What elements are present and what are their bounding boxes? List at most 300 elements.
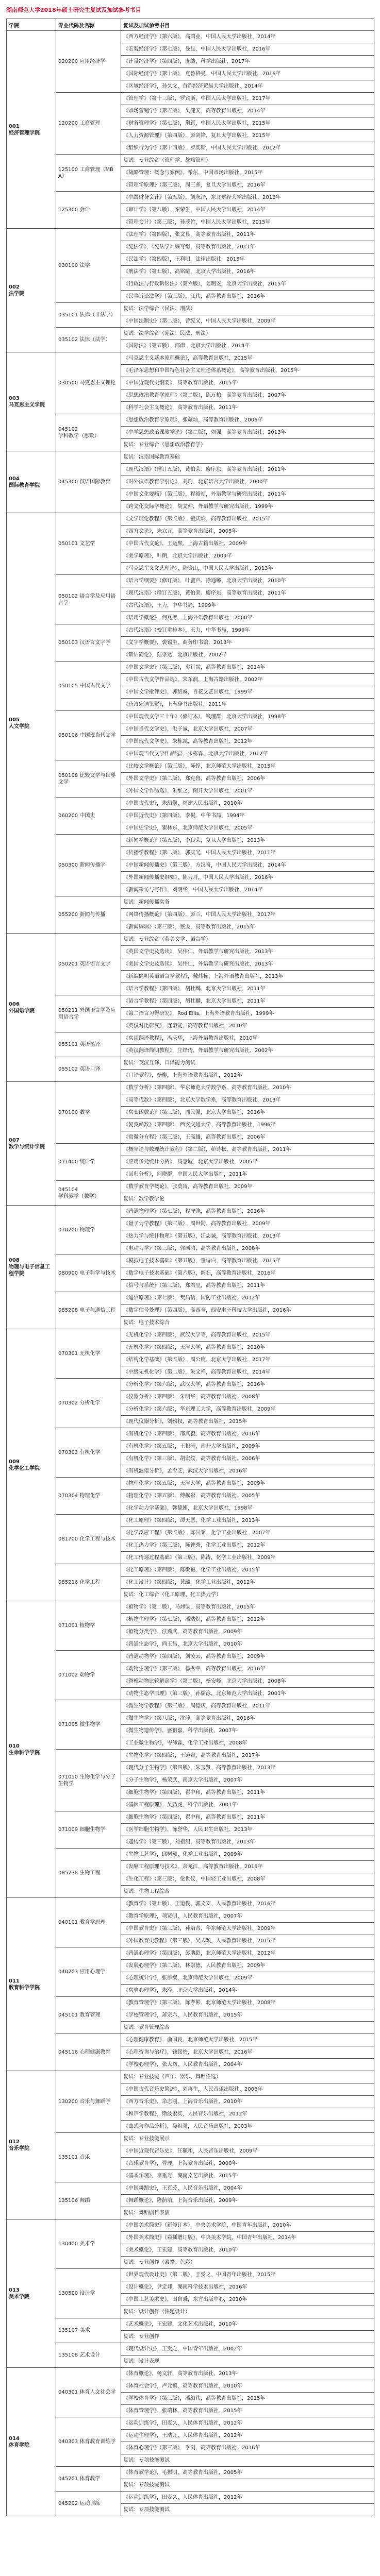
reference-item: 《口译教程》，杨柳，上海外语教育出版社，2012年 — [121, 1070, 374, 1082]
major-code: 040301 — [58, 2389, 78, 2395]
reference-item: 《运动生理学》，王瑞元，人民体育出版社，2012年 — [121, 2430, 374, 2442]
college-name: 生命科学学院 — [9, 1750, 40, 1756]
reference-item: 《曲式与作品分析》，吴祖强，人民音乐出版社，2003年 — [121, 2121, 374, 2133]
reference-item: 《无机化学》（第四版），天津大学，高等教育出版社，2010年 — [121, 1342, 374, 1354]
reference-item: 《生物工艺学》，邱树毅，化学工业出版社，2009年 — [121, 1849, 374, 1861]
reference-item: 《民事诉讼法学》（第三版），江伟，高等教育出版社，2016年 — [121, 291, 374, 303]
major-cell — [56, 1651, 121, 1700]
major-code: 071010 — [58, 1774, 78, 1780]
major-code: 045104 — [58, 1187, 78, 1193]
major-code: 050105 — [58, 683, 78, 689]
major-cell — [56, 2182, 121, 2219]
major-name: 数学 — [79, 1110, 90, 1115]
college-cell — [7, 229, 56, 352]
major-name: 化学工程 — [79, 1580, 101, 1585]
reference-item: 《数学分析》（第四版），华东师范大学数学系，高等教育出版社，2010年 — [121, 1082, 374, 1094]
major-code: 030500 — [58, 380, 78, 386]
major-cell — [56, 1750, 121, 1811]
major-code: 070302 — [58, 1400, 78, 1406]
reference-item: 《中国新闻传播史》（第三版），方汉奇，中国人民大学出版社，2014年 — [121, 859, 374, 872]
major-name: 新闻与传播 — [79, 912, 106, 918]
major-cell — [56, 1428, 121, 1478]
table-row — [7, 1997, 374, 2009]
major-code: 050201 — [58, 961, 78, 967]
header-college: 学院 — [7, 19, 56, 31]
major-name: 语言学及应用语言学 — [58, 593, 116, 606]
major-name: 比较文学与世界文学 — [58, 772, 116, 785]
reference-item: 《外国美术简史》（彩插增订版），中央美术学院，中国青年出版社，2014年 — [121, 2232, 374, 2244]
major-name: 法律（法学） — [79, 337, 111, 343]
table-header-row — [7, 19, 374, 31]
major-code: 045116 — [58, 2049, 78, 2055]
header-references: 复试及加试参考书目 — [121, 19, 374, 31]
major-code: 085216 — [58, 1580, 78, 1585]
reference-item: 《物理化学》（第五版），傅献彩，高等教育出版社，2005年 — [121, 1490, 374, 1502]
major-name: 马克思主义理论 — [79, 380, 116, 386]
major-cell — [56, 1849, 121, 1898]
document-title: 湖南师范大学2018年硕士研究生复试及加试参考书目 — [6, 7, 141, 13]
reference-item: 《遗传学》（第三版），刘祖洞，高等教育出版社，2013年 — [121, 1836, 374, 1849]
major-name: 教育管理 — [79, 2012, 101, 2018]
table-row — [7, 2368, 374, 2380]
reference-item: 《心理统计学》，张厚粲，北京师范大学出版社，2009年 — [121, 1972, 374, 1985]
reference-item: 《现代汉语》（增订五版），黄伯荣、廖序东，高等教育出版社，2011年 — [121, 464, 374, 476]
major-cell — [56, 624, 121, 662]
major-code: 050300 — [58, 862, 78, 868]
reference-item: 《国际经济学》（第十版），克鲁格曼，中国人民大学出版社，2016年 — [121, 68, 374, 80]
table-row — [7, 934, 374, 946]
table-row — [7, 1898, 374, 1910]
major-cell — [56, 1082, 121, 1144]
major-code: 135101 — [58, 2155, 78, 2160]
reference-item: 《中国现代文学史》，朱栋霖，高等教育出版社，2012年 — [121, 736, 374, 748]
reference-table-body — [7, 31, 374, 2516]
reference-item: 《中学思想政治课教学论》（第二版），刘强，高等教育出版社，2013年 — [121, 427, 374, 439]
reference-item: 《民法学》（第四版），王利明，法律出版社，2015年 — [121, 253, 374, 266]
major-code: 071009 — [58, 1827, 78, 1833]
college-code: 010 — [9, 1743, 20, 1749]
reference-item: 《国际法》（第五版），邵津，北京大学出版社，2014年 — [121, 340, 374, 352]
reference-item: 《体育管理学》，张瑞林，高等教育出版社，2015年 — [121, 2405, 374, 2417]
reference-item: 《普通物理学》（第七版），程守洙，高等教育出版社，2016年 — [121, 1206, 374, 1218]
college-name: 国际教育学院 — [9, 482, 40, 488]
college-code: 014 — [9, 2435, 20, 2442]
college-code: 002 — [9, 284, 20, 290]
major-code: 071002 — [58, 1672, 78, 1678]
major-code: 130200 — [58, 2099, 78, 2105]
reference-item: 《第二语言习得研究》，Rod Ellis，上海外语教育出版社，1999年 — [121, 1008, 374, 1020]
college-code: 003 — [9, 395, 20, 401]
college-cell — [7, 2071, 56, 2219]
reference-item: 《化工传递过程基础》（第三版），陈涛，化学工业出版社，2009年 — [121, 1552, 374, 1564]
college-code: 009 — [9, 1459, 20, 1465]
table-row — [7, 1428, 374, 1440]
major-name: 学科教学（数学） — [58, 1193, 100, 1199]
major-code: 070200 — [58, 1227, 78, 1233]
major-name: 教育学原理 — [79, 1920, 106, 1925]
reference-item: 复试：专业综合（管理学、战略管理） — [121, 155, 374, 167]
reference-item: 《外国新闻传播史纲要》，陈力丹，中国人民大学出版社，2016年 — [121, 872, 374, 884]
table-row — [7, 2133, 374, 2145]
reference-item: 《心理健康教育》，俞国良，北京师范大学出版社，2015年 — [121, 2034, 374, 2046]
major-name: 应用心理学 — [79, 1969, 106, 1975]
reference-item: 复试：专项技能测试 — [121, 2454, 374, 2467]
reference-item: 《跨文化交际学概论》，胡文仲，外语教学与研究出版社，1999年 — [121, 501, 374, 513]
major-cell — [56, 760, 121, 798]
table-row — [7, 1206, 374, 1218]
table-row — [7, 2034, 374, 2046]
reference-item: 复试：专业综合（思想政治教育学） — [121, 439, 374, 451]
table-row — [7, 1379, 374, 1391]
reference-item: 《中国法制史》（第二版），曾宪义，中国人民大学出版社，2009年 — [121, 315, 374, 328]
major-name: 细胞生物学 — [79, 1827, 106, 1833]
major-cell — [56, 798, 121, 835]
reference-item: 《组织行为学》（第十四版），罗宾斯，中国人民大学出版社，2012年 — [121, 142, 374, 155]
major-cell — [56, 662, 121, 711]
reference-item: 《医学细胞生物学》，陈誉华，人民卫生出版社，2013年 — [121, 1824, 374, 1836]
major-cell — [56, 2269, 121, 2318]
reference-item: 《有机化学》（第五版），王积涛，南开大学出版社，2009年 — [121, 1440, 374, 1453]
major-code: 055102 — [58, 1066, 78, 1072]
reference-item: 《音乐教育学》，曹理，上海教育出版社，2000年 — [121, 2158, 374, 2170]
table-row — [7, 2492, 374, 2504]
reference-item: 《复变函数》（第四版），西安交通大学，高等教育出版社，1996年 — [121, 1119, 374, 1131]
reference-item: 《中国古代文学作品选》，朱东润，上海古籍出版社，2002年 — [121, 674, 374, 686]
reference-item: 《信号与系统》（第三版），郑君里，高等教育出版社，2011年 — [121, 1280, 374, 1292]
reference-item: 《古代汉语》，王力，中华书局，1999年 — [121, 600, 374, 612]
table-row — [7, 352, 374, 365]
reference-item: 《西方音乐史》，余志刚，上海音乐出版社，2010年 — [121, 2096, 374, 2108]
reference-item: 《古代汉语》（校订重排本），王力，中华书局，1999年 — [121, 624, 374, 637]
major-code: 060200 — [58, 813, 78, 819]
reference-item: 《中国古代音乐史简述》，刘再生，人民音乐出版社，2006年 — [121, 2083, 374, 2096]
major-cell — [56, 934, 121, 995]
college-name: 经济管理学院 — [9, 130, 40, 136]
reference-item: 《财务管理学》（第七版），荆新，中国人民大学出版社，2015年 — [121, 117, 374, 130]
major-cell — [56, 2219, 121, 2269]
reference-item: 《毛泽东思想和中国特色社会主义理论体系概论》，高等教育出版社，2015年 — [121, 365, 374, 377]
reference-item: 《中国近现代音乐史》，汪毓和，人民音乐出版社，2009年 — [121, 2145, 374, 2158]
major-cell — [56, 2133, 121, 2182]
major-cell — [56, 1329, 121, 1379]
table-row — [7, 1564, 374, 1577]
reference-item: 《西方文论》，朱立元，高等教育出版社，2005年 — [121, 526, 374, 538]
major-code: 071001 — [58, 1623, 78, 1629]
major-cell — [56, 2368, 121, 2417]
major-name: 有机化学 — [79, 1450, 101, 1455]
reference-item: 《脊椎动物比较解剖学》（第二版），杨安峰，北京大学出版社，2008年 — [121, 1675, 374, 1688]
table-row — [7, 1515, 374, 1527]
table-row — [7, 513, 374, 526]
college-cell — [7, 1329, 56, 1601]
reference-item: 复试：新闻传播实务 — [121, 896, 374, 909]
reference-item: 《常微分方程》（第三版），王高雄，高等教育出版社，2006年 — [121, 1131, 374, 1144]
reference-item: 《西方经济学》（第六版），高鸿业，中国人民大学出版社，2014年 — [121, 31, 374, 43]
major-code: 050211 — [58, 1007, 78, 1013]
major-cell — [56, 711, 121, 760]
college-code: 013 — [9, 2287, 20, 2293]
reference-item: 《动物生态学原理》（第三版），孙儒泳，北京师范大学出版社，2001年 — [121, 1688, 374, 1700]
major-code: 055101 — [58, 1042, 78, 1047]
major-name: 会计 — [79, 207, 90, 213]
header-major: 专业代码及名称 — [56, 19, 121, 31]
major-name: 工商管理（MBA） — [58, 166, 113, 179]
table-row — [7, 2269, 374, 2281]
table-row — [7, 1255, 374, 1267]
major-cell — [56, 835, 121, 896]
reference-item: 《比较文学概论》（第三版），陈惇，北京师范大学出版社，2015年 — [121, 760, 374, 773]
reference-item: 《数学教育学概论》，张奠宙，高等教育出版社，2009年 — [121, 1181, 374, 1193]
reference-item: 复试：专业技能展示 — [121, 2133, 374, 2145]
reference-item: 《仪器分析》（第四版），朱明华，高等教育出版社，2008年 — [121, 1391, 374, 1403]
major-code: 070100 — [58, 1110, 78, 1115]
major-name: 美术学 — [79, 2241, 95, 2247]
reference-item: 《体育概论》，杨文轩，高等教育出版社，2013年 — [121, 2368, 374, 2380]
reference-item: 复试：舞蹈剧目表演 — [121, 2207, 374, 2219]
major-code: 040303 — [58, 2439, 78, 2445]
reference-item: 《艺术概论》，王宏建，文化艺术出版社，2010年 — [121, 2318, 374, 2331]
reference-item: 《物理化学》（第五版），天津大学，高等教育出版社，2009年 — [121, 1478, 374, 1490]
reference-item: 《世界现代设计史》（第二版），王受之，中国青年出版社，2015年 — [121, 2269, 374, 2281]
reference-item: 《行政法与行政诉讼法》（第六版），姜明安，北京大学出版社，2015年 — [121, 278, 374, 291]
major-name: 物理化学 — [79, 1493, 101, 1499]
college-cell — [7, 352, 56, 451]
reference-item: 《植物分类学》，汪劲武，高等教育出版社，2009年 — [121, 1626, 374, 1638]
reference-item: 《教育学原理》，项贤明，人民教育出版社，2007年 — [121, 1910, 374, 1923]
table-row — [7, 229, 374, 241]
reference-item: 《回归分析》，何晓群，中国人民大学出版社，2011年 — [121, 1168, 374, 1181]
reference-item: 《细胞生物学》（第四版），翟中和，高等教育出版社，2011年 — [121, 1787, 374, 1799]
major-code: 070304 — [58, 1493, 78, 1499]
major-cell — [56, 2034, 121, 2071]
table-row — [7, 662, 374, 674]
major-name: 体育教育训练学 — [79, 2439, 116, 2445]
reference-item: 《网络传播概论》（第四版），彭兰，中国人民大学出版社，2017年 — [121, 909, 374, 921]
table-row — [7, 192, 374, 204]
major-code: 135108 — [58, 2352, 78, 2358]
reference-item: 《新闻采访与写作》，刘明华，中国人民大学出版社，2014年 — [121, 884, 374, 896]
table-row — [7, 1700, 374, 1713]
reference-item: 《计量经济学》（第四版），庞皓，科学出版社，2017年 — [121, 56, 374, 68]
major-name: 化学工程与技术 — [79, 1536, 116, 1542]
reference-item: 复试：专项技能测试 — [121, 2504, 374, 2516]
reference-item: 《化学反应工程》（第五版），陈甘棠，化学工业出版社，2007年 — [121, 1527, 374, 1539]
reference-item: 《中国史学史》，瞿林东，北京师范大学出版社，2005年 — [121, 822, 374, 835]
table-row — [7, 1292, 374, 1304]
major-name: 中国现当代文学 — [79, 733, 116, 738]
major-name: 新闻传播学 — [79, 862, 106, 868]
major-code: 070301 — [58, 1351, 78, 1357]
major-name: 植物学 — [79, 1623, 95, 1629]
reference-item: 《现代汉语》（增订五版），黄伯荣、廖序东，高等教育出版社，2011年 — [121, 587, 374, 600]
college-name: 化学化工学院 — [9, 1465, 40, 1471]
reference-item: 《体育教学论》，毛振明，高等教育出版社，2005年 — [121, 2467, 374, 2479]
reference-item: 复试：电子技术综合 — [121, 1317, 374, 1329]
major-cell — [56, 1144, 121, 1181]
reference-item: 复试：英汉互译、口译能力测试 — [121, 1057, 374, 1070]
reference-item: 《宪法学》，《宪法学》编写组，高等教育出版社，2011年 — [121, 241, 374, 253]
reference-item: 《发展心理学》（第二版），林崇德，人民教育出版社，2009年 — [121, 1960, 374, 1972]
major-name: 外国语言学及应用语言学 — [58, 1007, 116, 1020]
major-cell — [56, 2343, 121, 2368]
reference-item: 《体育心理学》（第三版），季浏，高等教育出版社，2016年 — [121, 2442, 374, 2454]
college-cell — [7, 451, 56, 513]
reference-item: 《高等代数》（第四版），北京大学数学系，高等教育出版社，2013年 — [121, 1094, 374, 1107]
reference-item: 《普通生态学》，尚玉昌，北京大学出版社，2010年 — [121, 1638, 374, 1651]
reference-item: 《中国近现代史纲要》，高等教育出版社，2015年 — [121, 377, 374, 389]
major-cell — [56, 1478, 121, 1515]
reference-item: 《中国文学批评史》，郭绍虞，百花文艺出版社，1999年 — [121, 686, 374, 699]
reference-item: 《马克思主义基本原理概论》，高等教育出版社，2015年 — [121, 352, 374, 365]
reference-item: 《英汉翻译简明教程》，庄绎传，外语教学与研究出版社，2002年 — [121, 1045, 374, 1057]
reference-item: 《基本乐理》，李重光，湖南文艺出版社，2015年 — [121, 2170, 374, 2182]
major-code: 050102 — [58, 593, 78, 599]
major-name: 中国史 — [79, 813, 95, 819]
table-row — [7, 155, 374, 167]
reference-item: 《工业微生物学》，岑沛霖，化学工业出版社，2008年 — [121, 1737, 374, 1750]
reference-item: 《微生物学》（第八版），沈萍，高等教育出版社，2016年 — [121, 1713, 374, 1725]
major-code: 045202 — [58, 2501, 78, 2506]
reference-item: 复试：专业综合（英美文学、语言学） — [121, 934, 374, 946]
reference-item: 《战略管理：概念与案例》，希尔，中国市场出版社，2015年 — [121, 167, 374, 179]
table-row — [7, 1329, 374, 1342]
reference-table — [6, 19, 374, 2516]
major-code: 040203 — [58, 1969, 78, 1975]
reference-item: 《对外汉语教育学引论》，刘珣，北京语言大学出版社，2000年 — [121, 476, 374, 488]
reference-item: 《中国古代文论》，王运熙，上海古籍出版社，2009年 — [121, 538, 374, 550]
major-code: 035102 — [58, 337, 78, 343]
college-name: 美术学院 — [9, 2294, 29, 2300]
major-code: 081700 — [58, 1536, 78, 1542]
table-row — [7, 31, 374, 43]
reference-item: 复试：设计表现 — [121, 2355, 374, 2368]
college-code: 006 — [9, 1001, 20, 1007]
reference-item: 《市场营销学》（第五版），吴健安，高等教育出版社，2014年 — [121, 105, 374, 117]
major-name: 生物化学与分子生物学 — [58, 1774, 116, 1787]
college-cell — [7, 1206, 56, 1329]
reference-item: 《植物学》（第二版），马炜梁，高等教育出版社，2015年 — [121, 1601, 374, 1614]
table-row — [7, 1478, 374, 1490]
major-cell — [56, 352, 121, 414]
major-cell — [56, 513, 121, 575]
major-cell — [56, 1181, 121, 1206]
table-row — [7, 2318, 374, 2331]
table-row — [7, 1601, 374, 1614]
reference-item: 《普通动物学》（第四版），刘凌云，高等教育出版社，2009年 — [121, 1651, 374, 1663]
reference-item: 《中国工艺美术史》，田自秉，东方出版中心，2010年 — [121, 2294, 374, 2306]
reference-item: 《语言学教程》（第四版），胡壮麟，北京大学出版社，2011年 — [121, 995, 374, 1008]
major-name: 艺术设计 — [79, 2352, 101, 2358]
major-cell — [56, 2467, 121, 2492]
reference-item: 《实用翻译教程》，冯庆华，上海外语教育出版社，2010年 — [121, 1032, 374, 1045]
table-row — [7, 451, 374, 464]
reference-item: 《中国美术简史》（新修订本），中央美术学院，中国青年出版社，2010年 — [121, 2219, 374, 2232]
reference-item: 《植物生理学》（第七版），潘瑞炽，高等教育出版社，2012年 — [121, 1614, 374, 1626]
reference-item: 《管理学》（第十三版），罗宾斯，中国人民大学出版社，2017年 — [121, 93, 374, 105]
reference-item: 《中国文学史》（第三版），袁行霈，高等教育出版社，2014年 — [121, 662, 374, 674]
major-code: 045201 — [58, 2476, 78, 2482]
reference-item: 《管理学原理》（第三版），周三多，复旦大学出版社，2016年 — [121, 179, 374, 192]
major-code: 035101 — [58, 312, 78, 318]
major-cell — [56, 1057, 121, 1082]
major-name: 舞蹈 — [79, 2198, 90, 2204]
major-code: 050103 — [58, 640, 78, 646]
major-code: 130500 — [58, 2291, 78, 2296]
reference-item: 《舞蹈概论》，隆荫培，上海音乐出版社，2009年 — [121, 2195, 374, 2207]
major-name: 体育教学 — [79, 2476, 101, 2482]
table-row — [7, 624, 374, 637]
college-cell — [7, 2219, 56, 2368]
major-name: 汉语国际教育 — [79, 479, 111, 485]
reference-item: 《现代仪器分析》，刘约权，高等教育出版社，2015年 — [121, 1416, 374, 1428]
reference-item: 《科学社会主义概论》，高等教育出版社，2011年 — [121, 402, 374, 414]
major-code: 020200 — [58, 59, 78, 64]
reference-item: 《化工原理》（第四版），陈敏恒，化学工业出版社，2015年 — [121, 1564, 374, 1577]
major-cell — [56, 2071, 121, 2133]
reference-item: 《分析化学》（第六版），武汉大学，高等教育出版社，2016年 — [121, 1379, 374, 1391]
major-name: 汉语言文字学 — [79, 640, 111, 646]
table-row — [7, 1082, 374, 1094]
major-name: 电子科学与技术 — [79, 1270, 116, 1276]
table-row — [7, 93, 374, 105]
college-cell — [7, 1082, 56, 1206]
reference-item: 《现代设计史》，王受之，中国青年出版社，2002年 — [121, 2343, 374, 2355]
major-name: 统计学 — [79, 1159, 95, 1165]
major-name: 学科教学（思政） — [58, 433, 100, 439]
reference-item: 《设计概论》，尹定邦，湖南科学技术出版社，2016年 — [121, 2281, 374, 2294]
major-cell — [56, 31, 121, 93]
major-code: 045300 — [58, 479, 78, 485]
major-code: 050101 — [58, 541, 78, 547]
reference-item: 复试：专业技能（声乐、器乐、舞蹈任选） — [121, 2071, 374, 2083]
major-code: 085238 — [58, 1870, 78, 1876]
reference-item: 《分子生物学》，杨荣武，南京大学出版社，2007年 — [121, 1774, 374, 1787]
reference-item: 《有机化学》（第四版），邢其毅，高等教育出版社，2016年 — [121, 1428, 374, 1440]
reference-item: 《心理咨询与治疗》，钱铭怡，北京大学出版社，2016年 — [121, 2046, 374, 2059]
major-code: 050106 — [58, 733, 78, 738]
reference-item: 《模拟电子技术基础》（第五版），童诗白，高等教育出版社，2015年 — [121, 1255, 374, 1267]
reference-item: 《学校管理学》，萧宗六，人民教育出版社，2015年 — [121, 2009, 374, 2022]
major-code: 040101 — [58, 1920, 78, 1925]
major-cell — [56, 155, 121, 192]
reference-item: 复试：设计创作（快题设计） — [121, 2306, 374, 2318]
reference-item: 《化学动力学基础》，韩德刚，北京大学出版社，1998年 — [121, 1502, 374, 1515]
reference-item: 《概率论与数理统计教程》（第二版），茆诗松，高等教育出版社，2011年 — [121, 1144, 374, 1156]
reference-item: 《中国教育史》（第三版），孙培青，华东师范大学出版社，2009年 — [121, 1923, 374, 1935]
major-cell — [56, 2492, 121, 2516]
college-name: 体育学院 — [9, 2442, 29, 2448]
college-code: 011 — [9, 1978, 20, 1984]
reference-item: 《文学理论教程》（第五版），童庆炳，高等教育出版社，2015年 — [121, 513, 374, 526]
major-cell — [56, 1997, 121, 2034]
reference-item: 《实变函数论》（第三版），周民强，北京大学出版社，2016年 — [121, 1107, 374, 1119]
major-name: 文艺学 — [79, 541, 95, 547]
major-cell — [56, 1947, 121, 1997]
major-name: 中国古代文学 — [79, 683, 111, 689]
major-code: 125300 — [58, 207, 78, 213]
college-code: 005 — [9, 717, 20, 723]
major-cell — [56, 1255, 121, 1292]
table-row — [7, 303, 374, 315]
reference-item: 《中级无机化学》（第二版），朱文祥，高等教育出版社，2014年 — [121, 1366, 374, 1379]
reference-item: 复试：专业创作 — [121, 2331, 374, 2343]
major-code: 085208 — [58, 1308, 78, 1313]
reference-item: 《现代分子生物学》（第四版），朱玉贤，高等教育出版社，2013年 — [121, 1762, 374, 1774]
reference-item: 《外国文学作品选》，朱维之，南开大学出版社，2001年 — [121, 785, 374, 798]
reference-item: 《刑法学》（第七版），高铭暄，北京大学出版社，2016年 — [121, 266, 374, 278]
major-cell — [56, 328, 121, 352]
reference-item: 《唐诗宋词鉴赏》，上海辞书出版社，2011年 — [121, 699, 374, 711]
